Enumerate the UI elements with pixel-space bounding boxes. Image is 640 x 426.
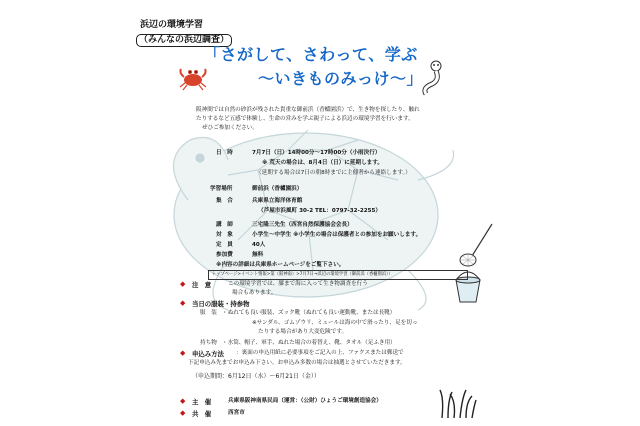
intro-line2: たりするなど五感で体験し、生命の営みを学ぶ親子による浜辺の環境学習を行います。 — [196, 116, 414, 122]
crab-icon — [178, 62, 208, 92]
date-note1: ※ 荒天の場合は、8月4日（日）に延期します。 — [262, 160, 384, 166]
date-value: 7月7日（日）14時00分〜17時00分（小雨決行） — [252, 150, 381, 156]
header-line2: （みんなの浜辺調査） — [136, 34, 232, 47]
items-value: ・水筒、帽子、軍手、ぬれた場合の着替え、靴、タオル（足ふき用） — [222, 340, 396, 346]
cloth-note2: たりする場合があり大変危険です。 — [258, 329, 348, 335]
meet-value2: （芦屋市浜風町 30-2 TEL：0797-32-2255） — [258, 208, 382, 214]
items-label: 持ち物 — [200, 340, 217, 346]
host-value: 兵庫県阪神南県民局（運営：（公財）ひょうご環境創造協会） — [228, 398, 382, 404]
intro-line1: 阪神間では自然の砂浜が残された貴重な御前浜（香櫨園浜）で、生き物を探したり、触れ — [196, 107, 420, 113]
grass-icon — [438, 388, 478, 418]
capacity-value: 40人 — [252, 242, 266, 248]
url-text[interactable]: トップページ>イベント情報>第（阪神南）>7月7日→浜辺の環境学習（御前浜（香櫨園浜）） — [212, 272, 393, 277]
co-label: 共 催 — [192, 410, 212, 418]
meet-label: 集 合 — [216, 198, 233, 204]
apply-bullet-icon: ◆ — [180, 349, 186, 357]
apply-line1: ：裏面の申込用紙に必要事項をご記入の上、ファクスまたは郵送で — [236, 350, 404, 356]
flyer-page — [118, 0, 518, 426]
more-info-note: ※内容の詳細は兵庫県ホームページをご覧下さい。 — [216, 262, 345, 268]
fee-label: 参加費 — [216, 252, 233, 258]
host-label: 主 催 — [192, 398, 212, 406]
capacity-label: 定 員 — [216, 242, 233, 248]
co-bullet-icon: ◆ — [180, 409, 186, 417]
notes-line1: この環境学習では、膝まで海に入って生き物調査を行う — [228, 281, 368, 287]
notes-heading: 注 意 — [192, 281, 212, 289]
cloth-value: ・ぬれても良い服装、ズック靴（ぬれても良い運動靴、または長靴） — [222, 310, 396, 316]
page-title-line2: 〜いきものみっけ〜」 — [258, 69, 424, 88]
intro-line3: ぜひご参加ください。 — [202, 125, 258, 131]
cloth-note1: ※サンダル、ゴムゾウリ、ミュールは海の中で滑ったり、足を切っ — [252, 320, 418, 326]
wear-bullet-icon: ◆ — [180, 299, 186, 307]
cloth-label: 服 装 — [200, 310, 217, 316]
co-value: 西宮市 — [228, 410, 245, 416]
wear-heading: 当日の服装・持参物 — [192, 300, 250, 308]
apply-line2: 下記申込み先までお申込み下さい。お申込み多数の場合は抽選とさせていただきます。 — [188, 360, 406, 366]
date-note2: （延期する場合は7日の朝8時までに主催者から連絡します。） — [256, 170, 411, 176]
fee-value: 無料 — [252, 252, 264, 258]
lecturer-label: 講 師 — [216, 222, 233, 228]
place-label: 学習場所 — [210, 186, 233, 192]
host-bullet-icon: ◆ — [180, 397, 186, 405]
lecturer-value: 三宅隆三先生（西宮自然保護協会会長） — [252, 222, 353, 228]
header-line1: 浜辺の環境学習 — [140, 20, 204, 30]
notes-bullet-icon: ◆ — [180, 280, 186, 288]
apply-heading: 申込み方法 — [192, 350, 224, 358]
page-title-line1: 「さがして、さわって、学ぶ — [204, 45, 418, 64]
notes-line2: 場合もあります。 — [232, 290, 277, 296]
target-label: 対 象 — [216, 232, 233, 238]
meet-value1: 兵庫県立海洋体育館 — [252, 198, 303, 204]
target-value: 小学生〜中学生 ※小学生の場合は保護者との参加をお願いします。 — [252, 232, 422, 238]
place-value: 御前浜（香櫨園浜） — [252, 186, 303, 192]
fishing-net-icon — [456, 222, 496, 272]
apply-period: （申込期間：6月12日（水）〜6月21日（金）） — [192, 373, 320, 380]
date-label: 日 時 — [216, 150, 233, 156]
